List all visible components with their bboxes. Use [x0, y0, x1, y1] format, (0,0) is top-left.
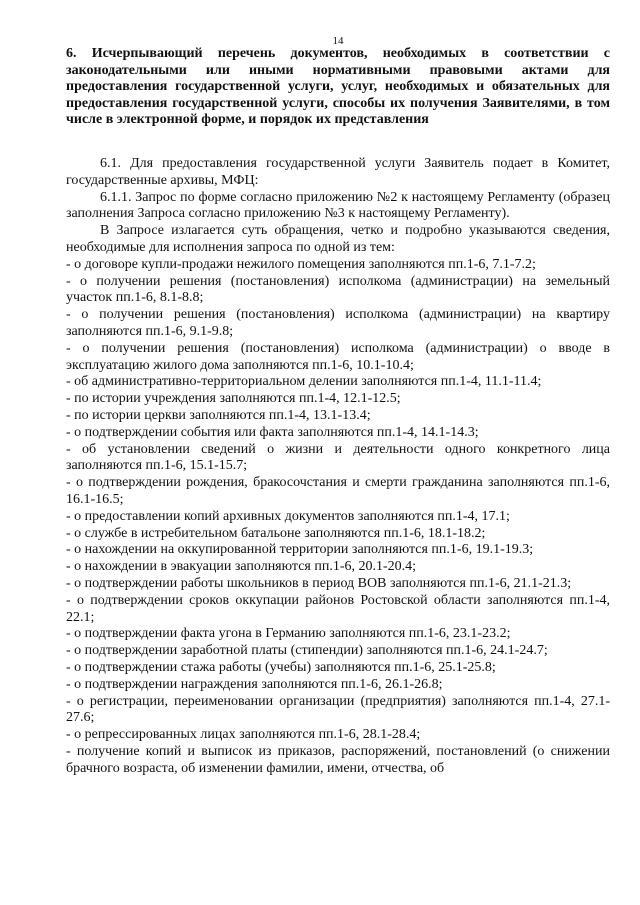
list-item: - получение копий и выписок из приказов, распоряжений, постановлений (о снижении брачного возраста, об изменении фамилии, имени, отчества, об	[66, 743, 610, 776]
list-item: - об административно-территориальном делении заполняются пп.1-4, 11.1-11.4;	[66, 374, 542, 390]
list-item: - о договоре купли-продажи нежилого помещения заполняются пп.1-6, 7.1-7.2;	[66, 256, 536, 272]
list-item: - о подтверждении награждения заполняются пп.1-6, 26.1-26.8;	[66, 676, 443, 692]
paragraph-6-1-1: 6.1.1. Запрос по форме согласно приложению №2 к настоящему Регламенту (образец заполнения Запроса согласно приложению №3 к настоящему Регламенту).	[66, 189, 610, 222]
paragraph-6-1: 6.1. Для предоставления государственной услуги Заявитель подает в Комитет, государственные архивы, МФЦ:	[66, 156, 610, 188]
list-item: - о получении решения (постановления) исполкома (администрации) на земельный участок пп.1-6, 8.1-8.8;	[66, 273, 610, 306]
topics-list	[66, 257, 610, 778]
list-item: - по истории церкви заполняются пп.1-4, 13.1-13.4;	[66, 407, 371, 423]
list-item: - об установлении сведений о жизни и деятельности одного конкретного лица заполняются пп.1-6, 15.1-15.7;	[66, 441, 610, 474]
list-item: - о подтверждении заработной платы (стипендии) заполняются пп.1-6, 24.1-24.7;	[66, 643, 548, 659]
list-item: - о нахождении в эвакуации заполняются пп.1-6, 20.1-20.4;	[66, 559, 417, 575]
page-number: 14	[332, 35, 344, 47]
list-item: - о службе в истребительном батальоне заполняются пп.1-6, 18.1-18.2;	[66, 525, 486, 541]
section-heading: 6. Исчерпывающий перечень документов, необходимых в соответствии с законодательными или иными нормативными правовыми актами для предоставления государственной услуги, услуг, необходимых и обязательных для предоставления государственной услуги, способы их получения Заявителями, в том числе в электронной форме, и порядок их представления	[66, 46, 610, 128]
list-item: - о получении решения (постановления) исполкома (администрации) о вводе в эксплуатацию жилого дома заполняются пп.1-6, 10.1-10.4;	[66, 340, 610, 373]
list-item: - о получении решения (постановления) исполкома (администрации) на квартиру заполняются пп.1-6, 9.1-9.8;	[66, 307, 610, 339]
list-item: - о подтверждении рождения, бракосочстания и смерти гражданина заполняются пп.1-6, 16.1-16.5;	[66, 475, 610, 507]
list-item: - по истории учреждения заполняются пп.1-4, 12.1-12.5;	[66, 391, 401, 407]
list-item: - о подтверждении работы школьников в период ВОВ заполняются пп.1-6, 21.1-21.3;	[66, 575, 572, 591]
list-item: - о нахождении на оккупированной территории заполняются пп.1-6, 19.1-19.3;	[66, 542, 534, 558]
list-item: - о подтверждении факта угона в Германию заполняются пп.1-6, 23.1-23.2;	[66, 626, 511, 642]
document-body	[66, 156, 610, 777]
paragraph-request-topics: В Запросе излагается суть обращения, четко и подробно указываются сведения, необходимые для исполнения запроса по одной из тем:	[66, 223, 610, 255]
list-item: - о репрессированных лицах заполняются пп.1-6, 28.1-28.4;	[66, 727, 421, 743]
list-item: - о подтверждении стажа работы (учебы) заполняются пп.1-6, 25.1-25.8;	[66, 659, 496, 675]
list-item: - о подтверждении сроков оккупации районов Ростовской области заполняются пп.1-4, 22.1;	[66, 592, 610, 625]
list-item: - о регистрации, переименовании организации (предприятия) заполняются пп.1-4, 27.1-27.6;	[66, 693, 610, 726]
list-item: - о подтверждении события или факта заполняются пп.1-4, 14.1-14.3;	[66, 424, 479, 440]
list-item: - о предоставлении копий архивных документов заполняются пп.1-4, 17.1;	[66, 508, 510, 524]
